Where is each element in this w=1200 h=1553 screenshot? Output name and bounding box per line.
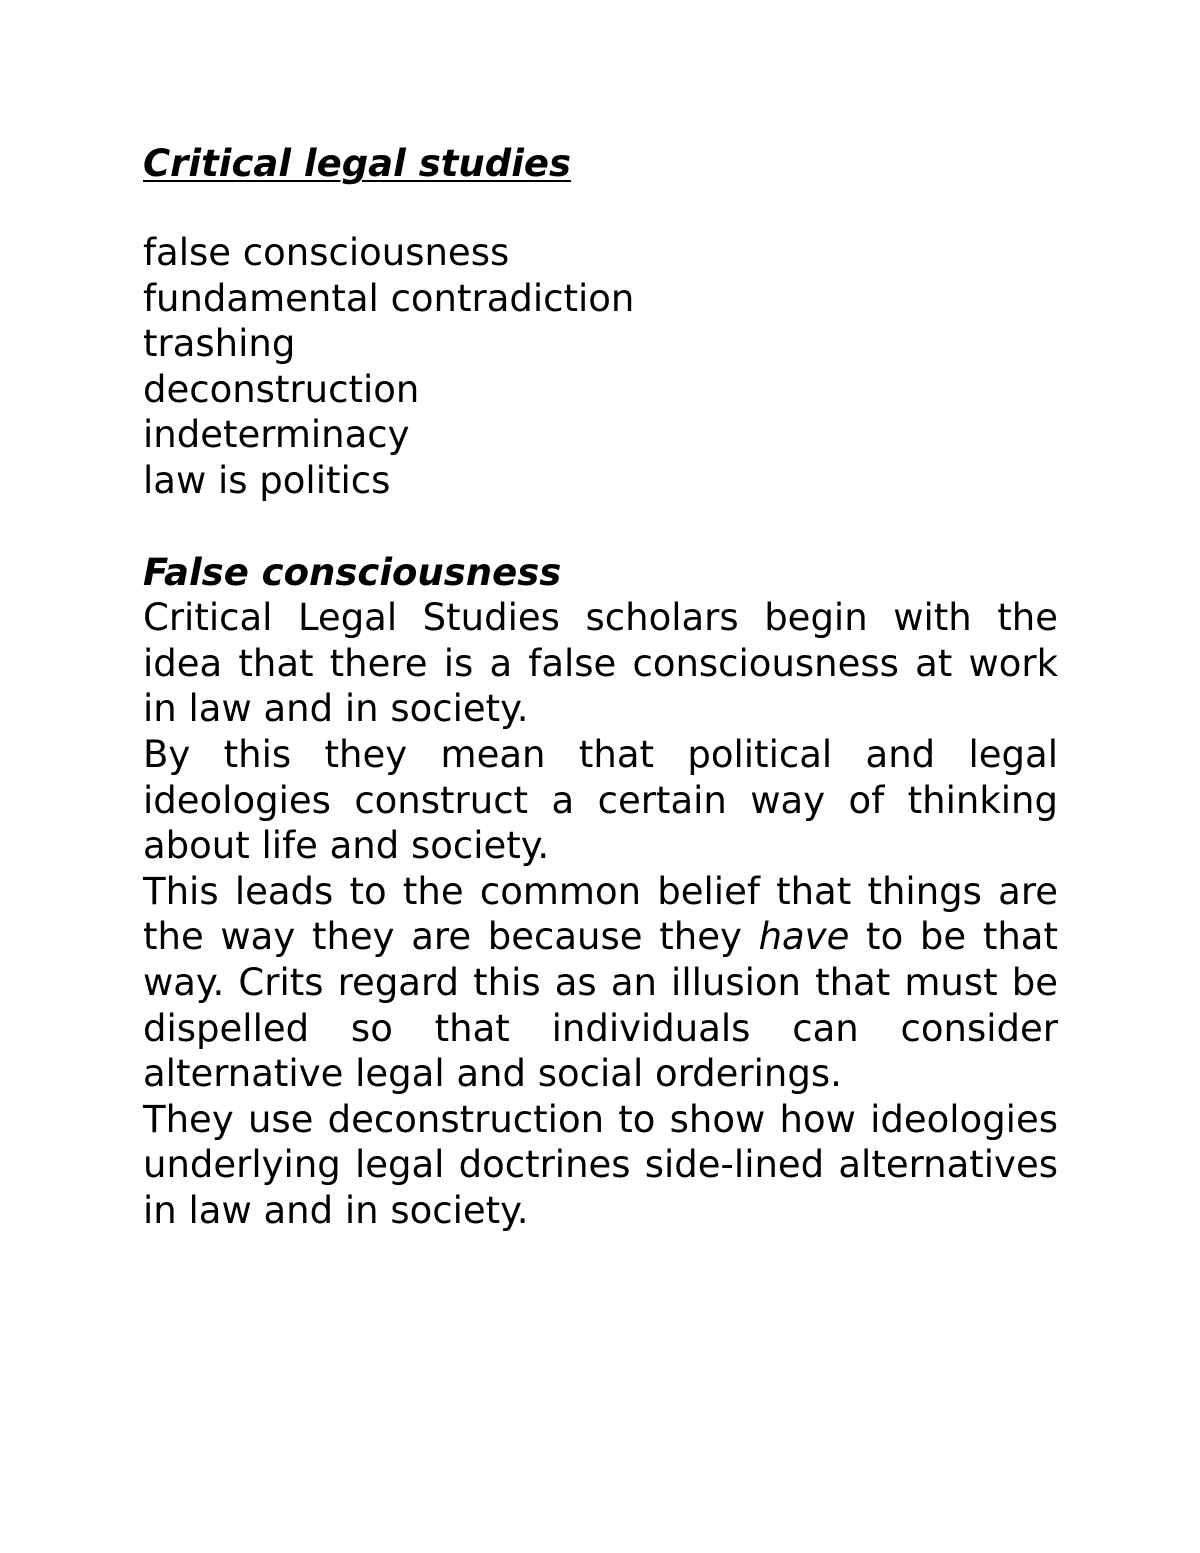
paragraph — [143, 869, 1058, 1097]
keyword-item: false consciousness — [143, 231, 510, 274]
paragraph: They use deconstruction to show how ideologies underlying legal doctrines side-lined alternatives in law and in society. — [143, 1097, 1058, 1232]
keyword-list — [143, 230, 1058, 504]
document-title: Critical legal studies — [143, 142, 572, 185]
paragraph: By this they mean that political and legal ideologies construct a certain way of thinking about life and society. — [143, 732, 1058, 868]
keyword-item: indeterminacy — [143, 413, 410, 457]
keyword-item: trashing — [143, 322, 296, 366]
paragraph: Critical Legal Studies scholars begin with the idea that there is a false consciousness at work in law and in society. — [143, 596, 1058, 731]
keyword-item: deconstruction — [143, 367, 420, 411]
keyword-item: fundamental contradiction — [143, 276, 635, 320]
section-heading: False consciousness — [143, 550, 562, 594]
document-page — [143, 140, 1058, 1233]
keyword-item: law is politics — [143, 458, 391, 502]
emphasis-text: have — [758, 915, 850, 959]
paragraph-text: to be that way. Crits regard this as an illusion that must be dispelled so that individuals can consider alternative legal and social orderings. — [143, 915, 1058, 1096]
paragraph-text: This leads to the common belief that things are the way they are because they — [143, 869, 1058, 959]
